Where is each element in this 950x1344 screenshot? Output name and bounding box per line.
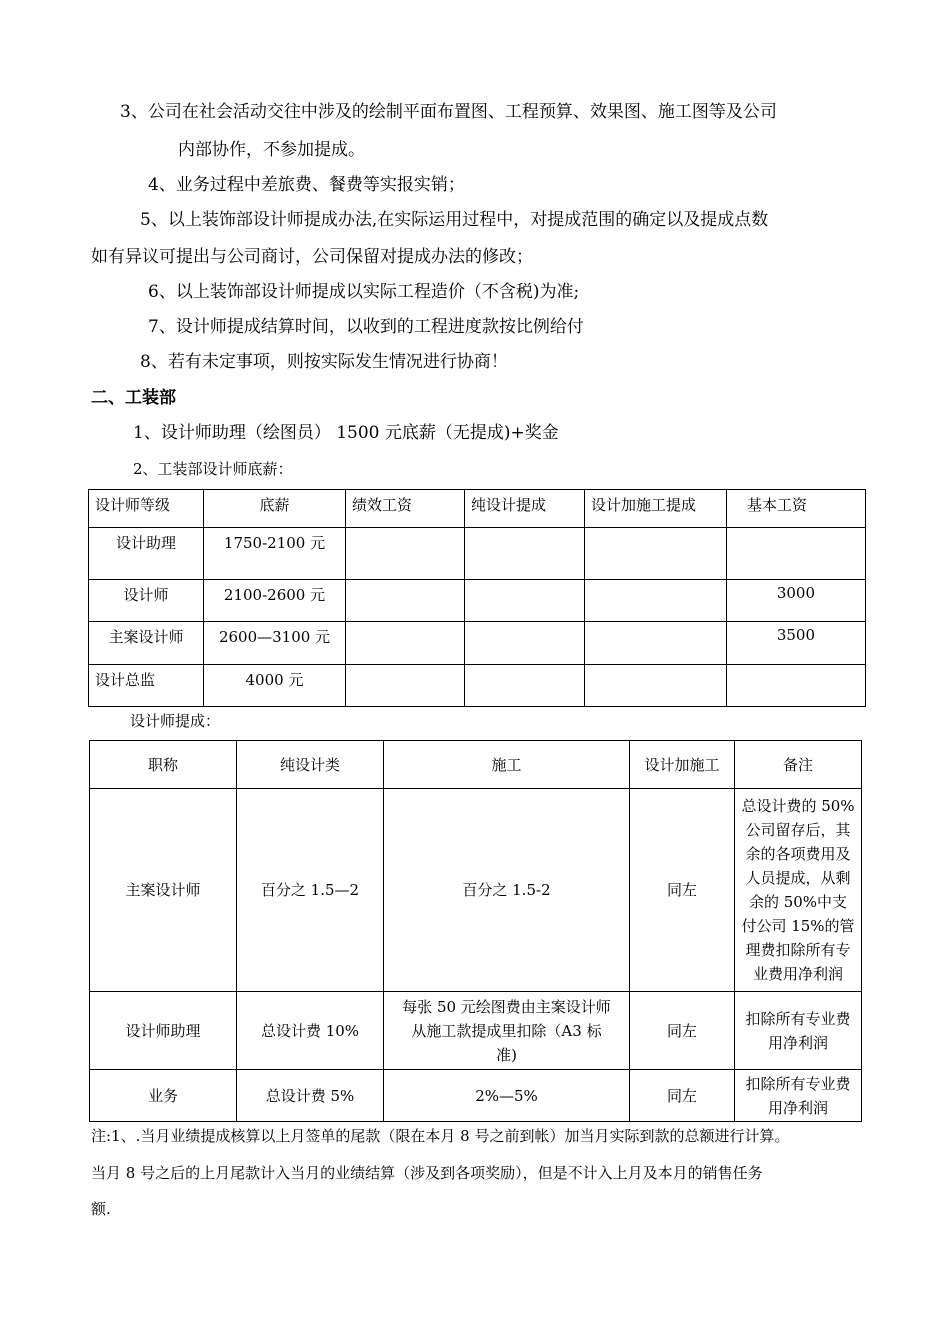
header-cell: 设计加施工: [630, 741, 735, 789]
cell-line: 人员提成，从剩: [745, 869, 851, 887]
cell-line: 余的各项费用及: [745, 845, 851, 863]
table-row: [89, 622, 866, 665]
table-cell: [384, 1070, 630, 1122]
item-3-line-1: 3、公司在社会活动交往中涉及的绘制平面布置图、工程预算、效果图、施工图等及公司: [120, 102, 777, 122]
table-cell: 设计总监: [89, 665, 204, 707]
footnote-line-1: 注:1、.当月业绩提成核算以上月签单的尾款（限在本月 8 号之前到帐）加当月实际到款的总额进行计算。: [91, 1127, 790, 1145]
item-3-line-2: 内部协作，不参加提成。: [178, 140, 365, 160]
table-cell: 同左: [630, 992, 735, 1070]
section-heading: 二、工装部: [91, 388, 176, 408]
table-row: [90, 992, 862, 1070]
header-cell: 备注: [735, 741, 862, 789]
table-row: [90, 1070, 862, 1122]
table-row: [89, 665, 866, 707]
table-cell: [727, 665, 866, 707]
header-cell: 纯设计类: [237, 741, 384, 789]
table-cell: [735, 1070, 862, 1122]
cell-line: 准): [496, 1045, 517, 1064]
header-cell: 底薪: [204, 490, 346, 528]
table-cell: 设计助理: [89, 528, 204, 580]
table-cell: 1750-2100 元: [204, 528, 346, 580]
table-cell: [465, 580, 585, 622]
commission-table-header: [90, 741, 862, 789]
table-cell: 3500: [727, 622, 866, 665]
table-cell: [465, 665, 585, 707]
table-cell: 4000 元: [204, 665, 346, 707]
table-row: [89, 580, 866, 622]
header-cell: 绩效工资: [346, 490, 465, 528]
cell-line: 每张 50 元绘图费由主案设计师: [402, 997, 611, 1016]
cell-line: 从施工款提成里扣除（A3 标: [411, 1021, 602, 1040]
item-5-line-1: 5、以上装饰部设计师提成办法,在实际运用过程中，对提成范围的确定以及提成点数: [140, 210, 769, 230]
salary-table-header: [89, 490, 866, 528]
cell-line: 付公司 15%的管: [741, 917, 855, 935]
item-8: 8、若有未定事项，则按实际发生情况进行协商！: [140, 352, 508, 372]
table-cell: [384, 789, 630, 992]
table-cell: [346, 622, 465, 665]
table-cell: [346, 528, 465, 580]
table-cell: [585, 622, 727, 665]
cell-line: 余的 50%中支: [748, 893, 848, 911]
sub-item-2: 2、工装部设计师底薪：: [133, 460, 293, 478]
cell-line: 总设计费的 50%: [741, 797, 855, 815]
footnote-line-3: 额.: [91, 1200, 111, 1218]
table-cell: [346, 665, 465, 707]
item-6: 6、以上装饰部设计师提成以实际工程造价（不含税)为准;: [148, 282, 580, 302]
table-cell: 设计师: [89, 580, 204, 622]
table-cell: 总设计费 10%: [237, 992, 384, 1070]
salary-table: [88, 489, 866, 707]
table-cell: 业务: [90, 1070, 237, 1122]
cell-line: 用净利润: [767, 1098, 828, 1117]
table-cell: [465, 528, 585, 580]
cell-line: 用净利润: [767, 1033, 828, 1052]
table-cell: 同左: [630, 1070, 735, 1122]
header-cell: 基本工资: [727, 490, 866, 528]
table-row: [89, 528, 866, 580]
cell-line: 理费扣除所有专: [745, 941, 851, 959]
header-cell: 纯设计提成: [465, 490, 585, 528]
cell-line: 扣除所有专业费: [745, 1074, 851, 1093]
table-cell: [585, 665, 727, 707]
cell-line: 2%—5%: [475, 1086, 538, 1105]
cell-line: 业费用净利润: [752, 965, 843, 983]
table-cell: 总设计费 5%: [237, 1070, 384, 1122]
table-cell: 设计师助理: [90, 992, 237, 1070]
table-cell: [727, 528, 866, 580]
table-cell: [735, 992, 862, 1070]
cell-line: 公司留存后，其: [745, 821, 851, 839]
table-cell: 同左: [630, 789, 735, 992]
header-cell: 设计加施工提成: [585, 490, 727, 528]
table-cell: 3000: [727, 580, 866, 622]
table-cell: 2100-2600 元: [204, 580, 346, 622]
commission-caption: 设计师提成：: [130, 712, 221, 730]
table-cell: [735, 789, 862, 992]
table-cell: 百分之 1.5—2: [237, 789, 384, 992]
table-cell: 2600—3100 元: [204, 622, 346, 665]
table-cell: [465, 622, 585, 665]
header-cell: 职称: [90, 741, 237, 789]
table-cell: 主案设计师: [89, 622, 204, 665]
table-cell: [585, 528, 727, 580]
header-cell: 施工: [384, 741, 630, 789]
table-row: [90, 789, 862, 992]
footnote-line-2: 当月 8 号之后的上月尾款计入当月的业绩结算（涉及到各项奖励），但是不计入上月及本月的销售任务: [91, 1164, 763, 1182]
table-cell: 主案设计师: [90, 789, 237, 992]
table-cell: [346, 580, 465, 622]
cell-line: 扣除所有专业费: [745, 1009, 851, 1028]
item-5-line-2: 如有异议可提出与公司商讨，公司保留对提成办法的修改；: [91, 247, 533, 267]
table-cell: [384, 992, 630, 1070]
header-cell: 设计师等级: [89, 490, 204, 528]
item-7: 7、设计师提成结算时间，以收到的工程进度款按比例给付: [148, 317, 584, 337]
table-cell: [585, 580, 727, 622]
cell-line: 百分之 1.5-2: [462, 881, 551, 899]
commission-table: [89, 740, 862, 1122]
sub-item-1: 1、设计师助理（绘图员） 1500 元底薪（无提成)+奖金: [133, 423, 559, 443]
item-4: 4、业务过程中差旅费、餐费等实报实销；: [148, 175, 465, 195]
